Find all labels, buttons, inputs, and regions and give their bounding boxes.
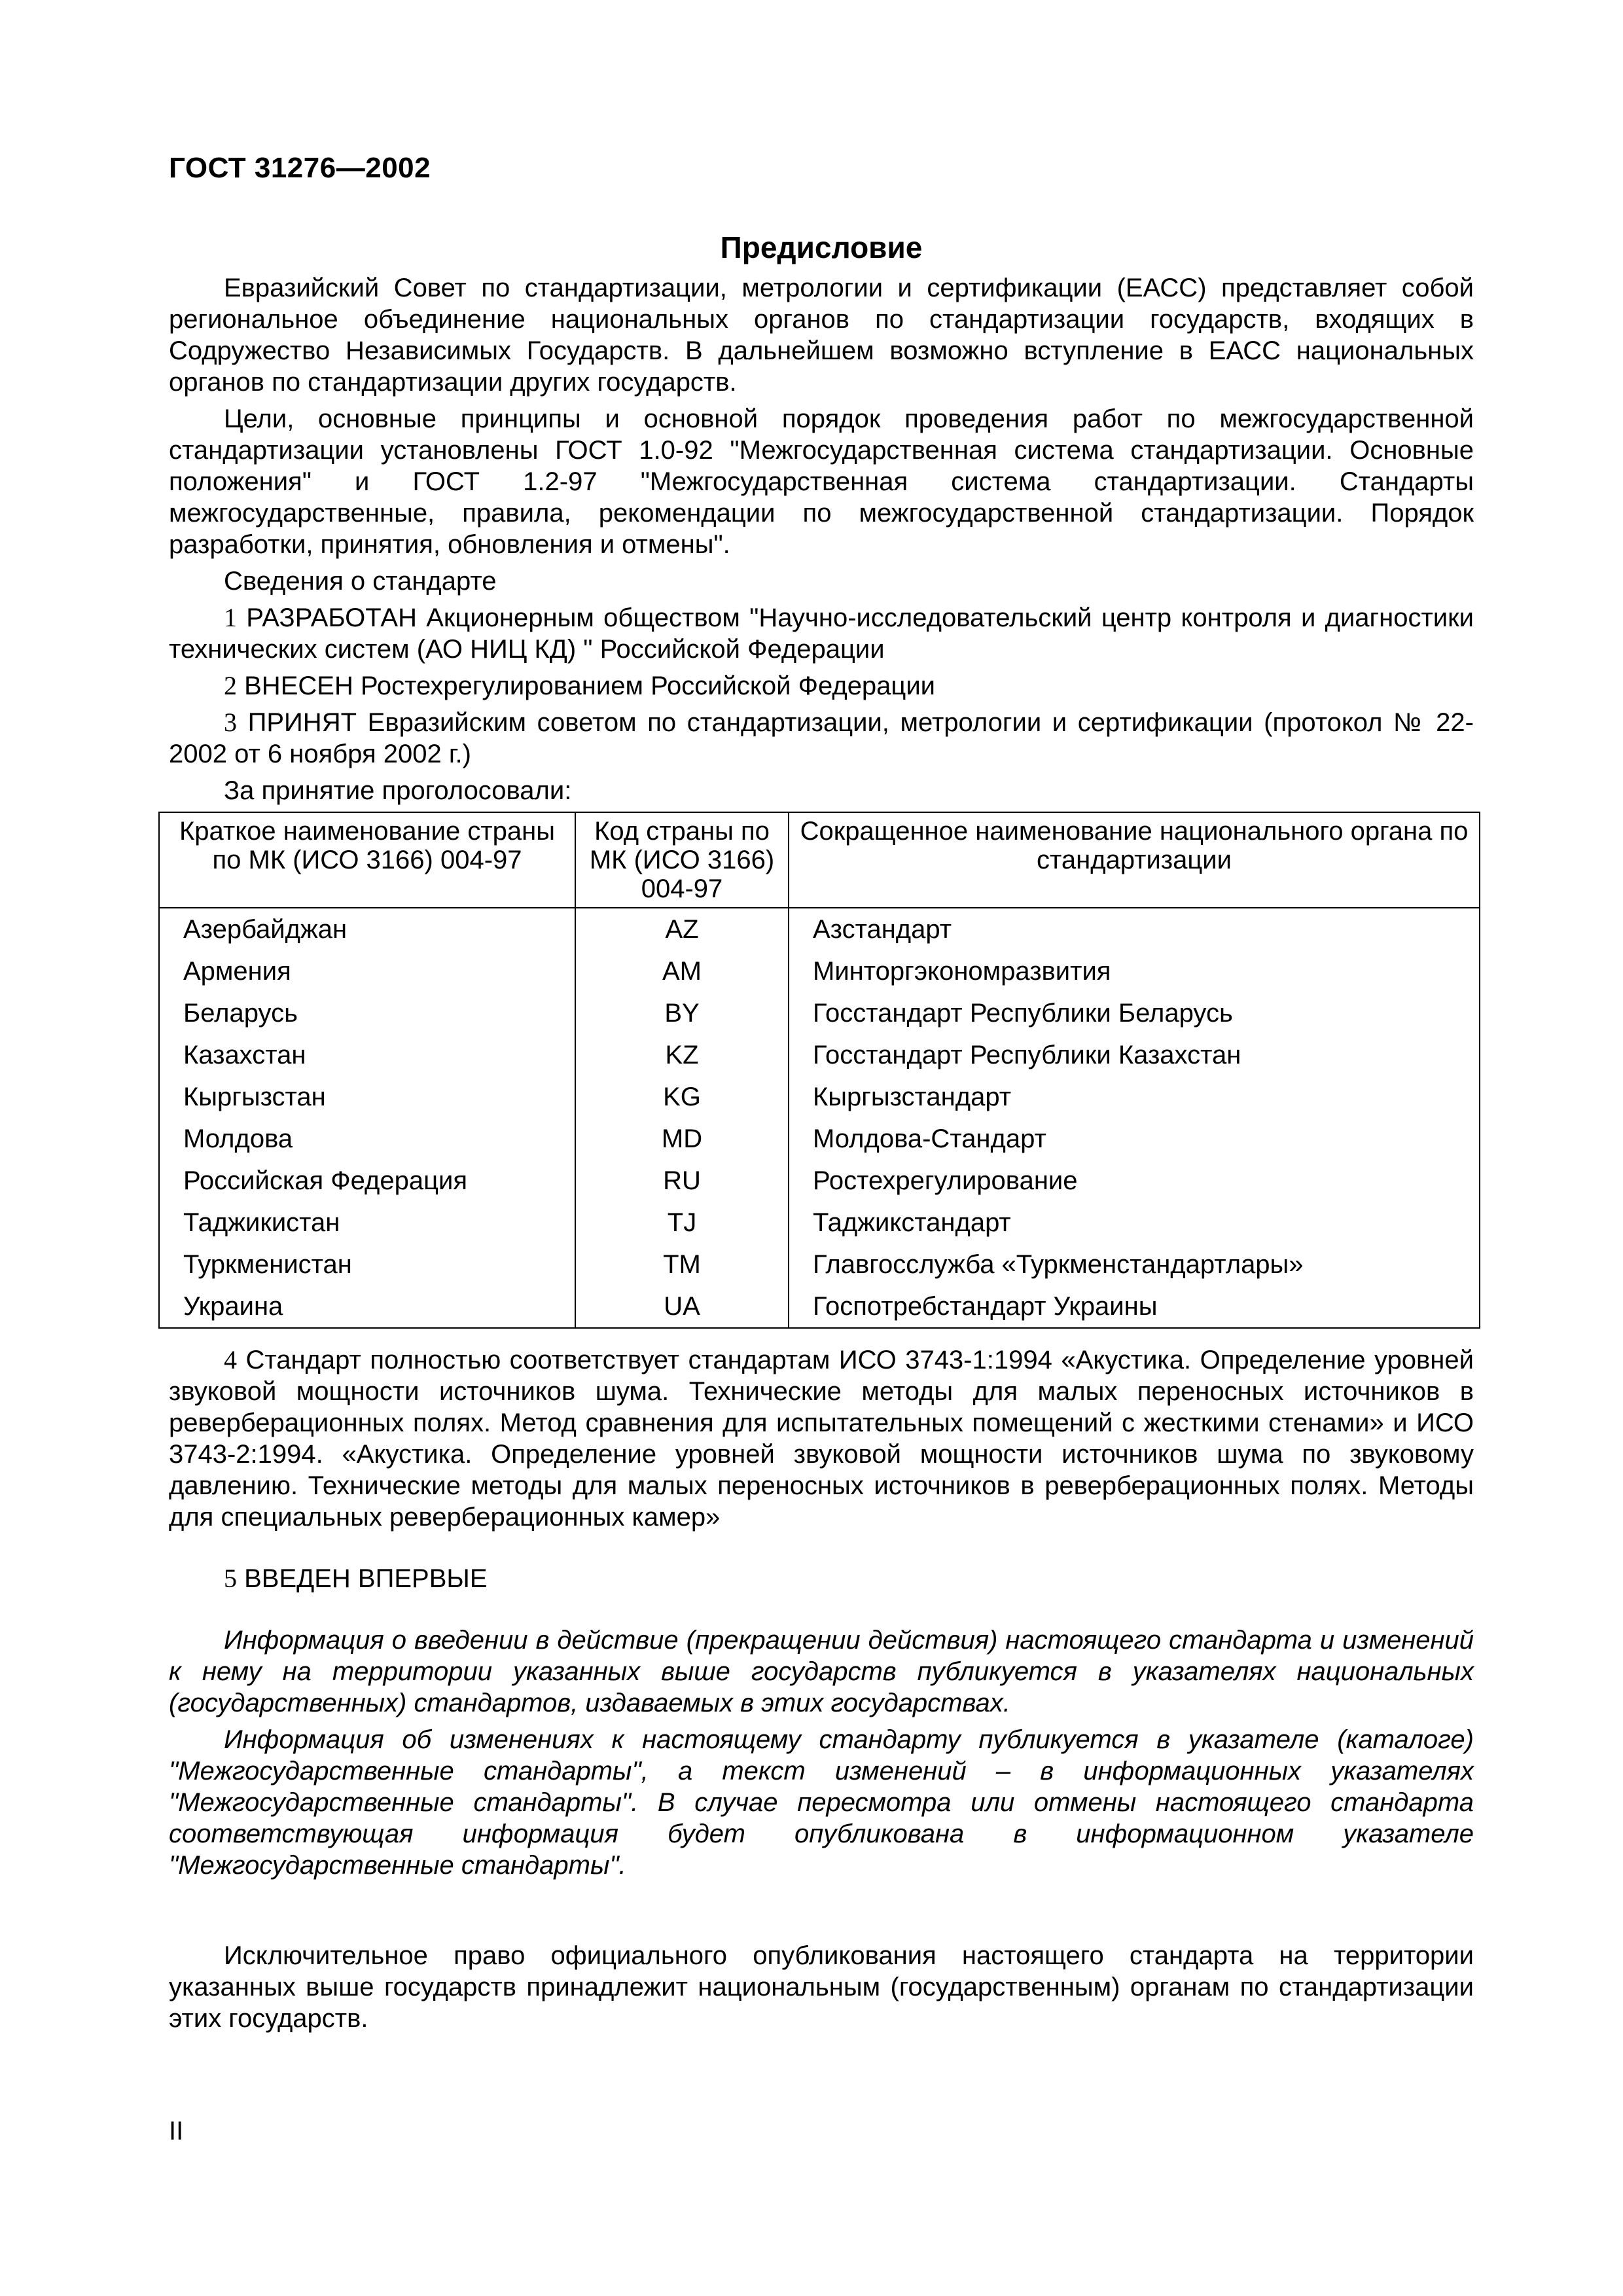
country-cell: Кыргызстан [159, 1076, 575, 1118]
item-3-text: ПРИНЯТ Евразийским советом по стандартизации, метрологии и сертификации (протокол № 22-2002 от 6 ноября 2002 г.) [169, 708, 1474, 768]
item-2-text: ВНЕСЕН Ростехрегулированием Российской Федерации [244, 672, 936, 700]
note-paragraph-1: Информация о введении в действие (прекращении действия) настоящего стандарта и изменений к нему на территории указанных выше государств публикуется в указателях национальных (государственных) стандартов, издаваемых в этих государствах. [169, 1626, 1474, 1717]
table-row [159, 1244, 1480, 1285]
note-paragraph-2: Информация об изменениях к настоящему стандарту публикуется в указателе (каталоге) "Межгосударственные стандарты", а текст изменений – в информационных указателях "Межгосударственные стандарты". В случае пересмотра или отмены настоящего стандарта соответствующая информация будет опубликована в информационном указателе "Межгосударственные стандарты". [169, 1725, 1474, 1880]
item-3 [169, 707, 1474, 770]
body-cell: Ростехрегулирование [789, 1160, 1480, 1202]
body-cell: Госпотребстандарт Украины [789, 1285, 1480, 1328]
table-row [159, 1160, 1480, 1202]
standard-info-heading: Сведения о стандарте [224, 567, 497, 596]
header-code: Код страны по МК (ИСО 3166) 004-97 [575, 812, 789, 908]
country-cell: Молдова [159, 1118, 575, 1160]
table-row [159, 1202, 1480, 1244]
table-header-row [159, 812, 1480, 908]
item-1-number: 1 [224, 603, 237, 632]
code-cell: TJ [575, 1202, 789, 1244]
item-2-number: 2 [224, 671, 237, 700]
vote-intro: За принятие проголосовали: [224, 776, 572, 805]
item-2 [169, 670, 1474, 702]
item-1 [169, 602, 1474, 665]
intro-paragraph-1: Евразийский Совет по стандартизации, метрологии и сертификации (ЕАСС) представляет собой региональное объединение национальных органов по стандартизации государств, входящих в Содружество Независимых Государств. В дальнейшем возможно вступление в ЕАСС национальных органов по стандартизации других государств. [169, 274, 1474, 397]
country-cell: Российская Федерация [159, 1160, 575, 1202]
body-cell: Главгосслужба «Туркменстандартлары» [789, 1244, 1480, 1285]
item-4-number: 4 [224, 1345, 237, 1374]
item-4 [169, 1344, 1474, 1533]
body-cell: Минторгэкономразвития [789, 950, 1480, 992]
table-row [159, 1118, 1480, 1160]
intro-paragraph-2: Цели, основные принципы и основной порядок проведения работ по межгосударственной стандартизации установлены ГОСТ 1.0-92 "Межгосударственная система стандартизации. Основные положения" и ГОСТ 1.2-97 "Межгосударственная система стандартизации. Стандарты межгосударственные, правила, рекомендации по межгосударственной стандартизации. Порядок разработки, принятия, обновления и отмены". [169, 404, 1474, 559]
code-cell: BY [575, 992, 789, 1034]
item-1-text: РАЗРАБОТАН Акционерным обществом "Научно-исследовательский центр контроля и диагностики технических систем (АО НИЦ КД) " Российской Федерации [169, 603, 1474, 664]
country-cell: Казахстан [159, 1034, 575, 1076]
table-row [159, 1285, 1480, 1328]
header-body: Сокращенное наименование национального органа по стандартизации [789, 812, 1480, 908]
body-cell: Азстандарт [789, 908, 1480, 950]
code-cell: TM [575, 1244, 789, 1285]
code-cell: MD [575, 1118, 789, 1160]
page-number: II [169, 2117, 184, 2145]
body-cell: Госстандарт Республики Казахстан [789, 1034, 1480, 1076]
code-cell: RU [575, 1160, 789, 1202]
body-cell: Молдова-Стандарт [789, 1118, 1480, 1160]
rights-paragraph: Исключительное право официального опубликования настоящего стандарта на территории указанных выше государств принадлежит национальным (государственным) органам по стандартизации этих государств. [169, 1941, 1474, 2033]
code-cell: AM [575, 950, 789, 992]
code-cell: UA [575, 1285, 789, 1328]
item-3-number: 3 [224, 708, 237, 737]
body-cell: Таджикстандарт [789, 1202, 1480, 1244]
country-cell: Азербайджан [159, 908, 575, 950]
table-row [159, 1076, 1480, 1118]
table-row [159, 992, 1480, 1034]
body-cell: Госстандарт Республики Беларусь [789, 992, 1480, 1034]
section-title: Предисловие [720, 230, 923, 264]
voting-table [158, 812, 1480, 1329]
country-cell: Армения [159, 950, 575, 992]
table-row [159, 1034, 1480, 1076]
header-country: Краткое наименование страны по МК (ИСО 3166) 004-97 [159, 812, 575, 908]
country-cell: Украина [159, 1285, 575, 1328]
table-row [159, 908, 1480, 950]
country-cell: Таджикистан [159, 1202, 575, 1244]
item-5 [169, 1563, 1474, 1594]
code-cell: KG [575, 1076, 789, 1118]
code-cell: AZ [575, 908, 789, 950]
item-5-number: 5 [224, 1564, 237, 1593]
page-content [169, 229, 1474, 2039]
body-cell: Кыргызстандарт [789, 1076, 1480, 1118]
country-cell: Беларусь [159, 992, 575, 1034]
item-5-text: ВВЕДЕН ВПЕРВЫЕ [244, 1564, 488, 1593]
country-cell: Туркменистан [159, 1244, 575, 1285]
table-row [159, 950, 1480, 992]
code-cell: KZ [575, 1034, 789, 1076]
document-id: ГОСТ 31276—2002 [169, 152, 431, 184]
item-4-text: Стандарт полностью соответствует стандартам ИСО 3743-1:1994 «Акустика. Определение уровней звуковой мощности источников шума. Технические методы для малых переносных источников в реверберационных полях. Метод сравнения для испытательных помещений с жесткими стенами» и ИСО 3743-2:1994. «Акустика. Определение уровней звуковой мощности источников шума по звуковому давлению. Технические методы для малых переносных источников в реверберационных полях. Методы для специальных реверберационных камер» [169, 1346, 1474, 1532]
